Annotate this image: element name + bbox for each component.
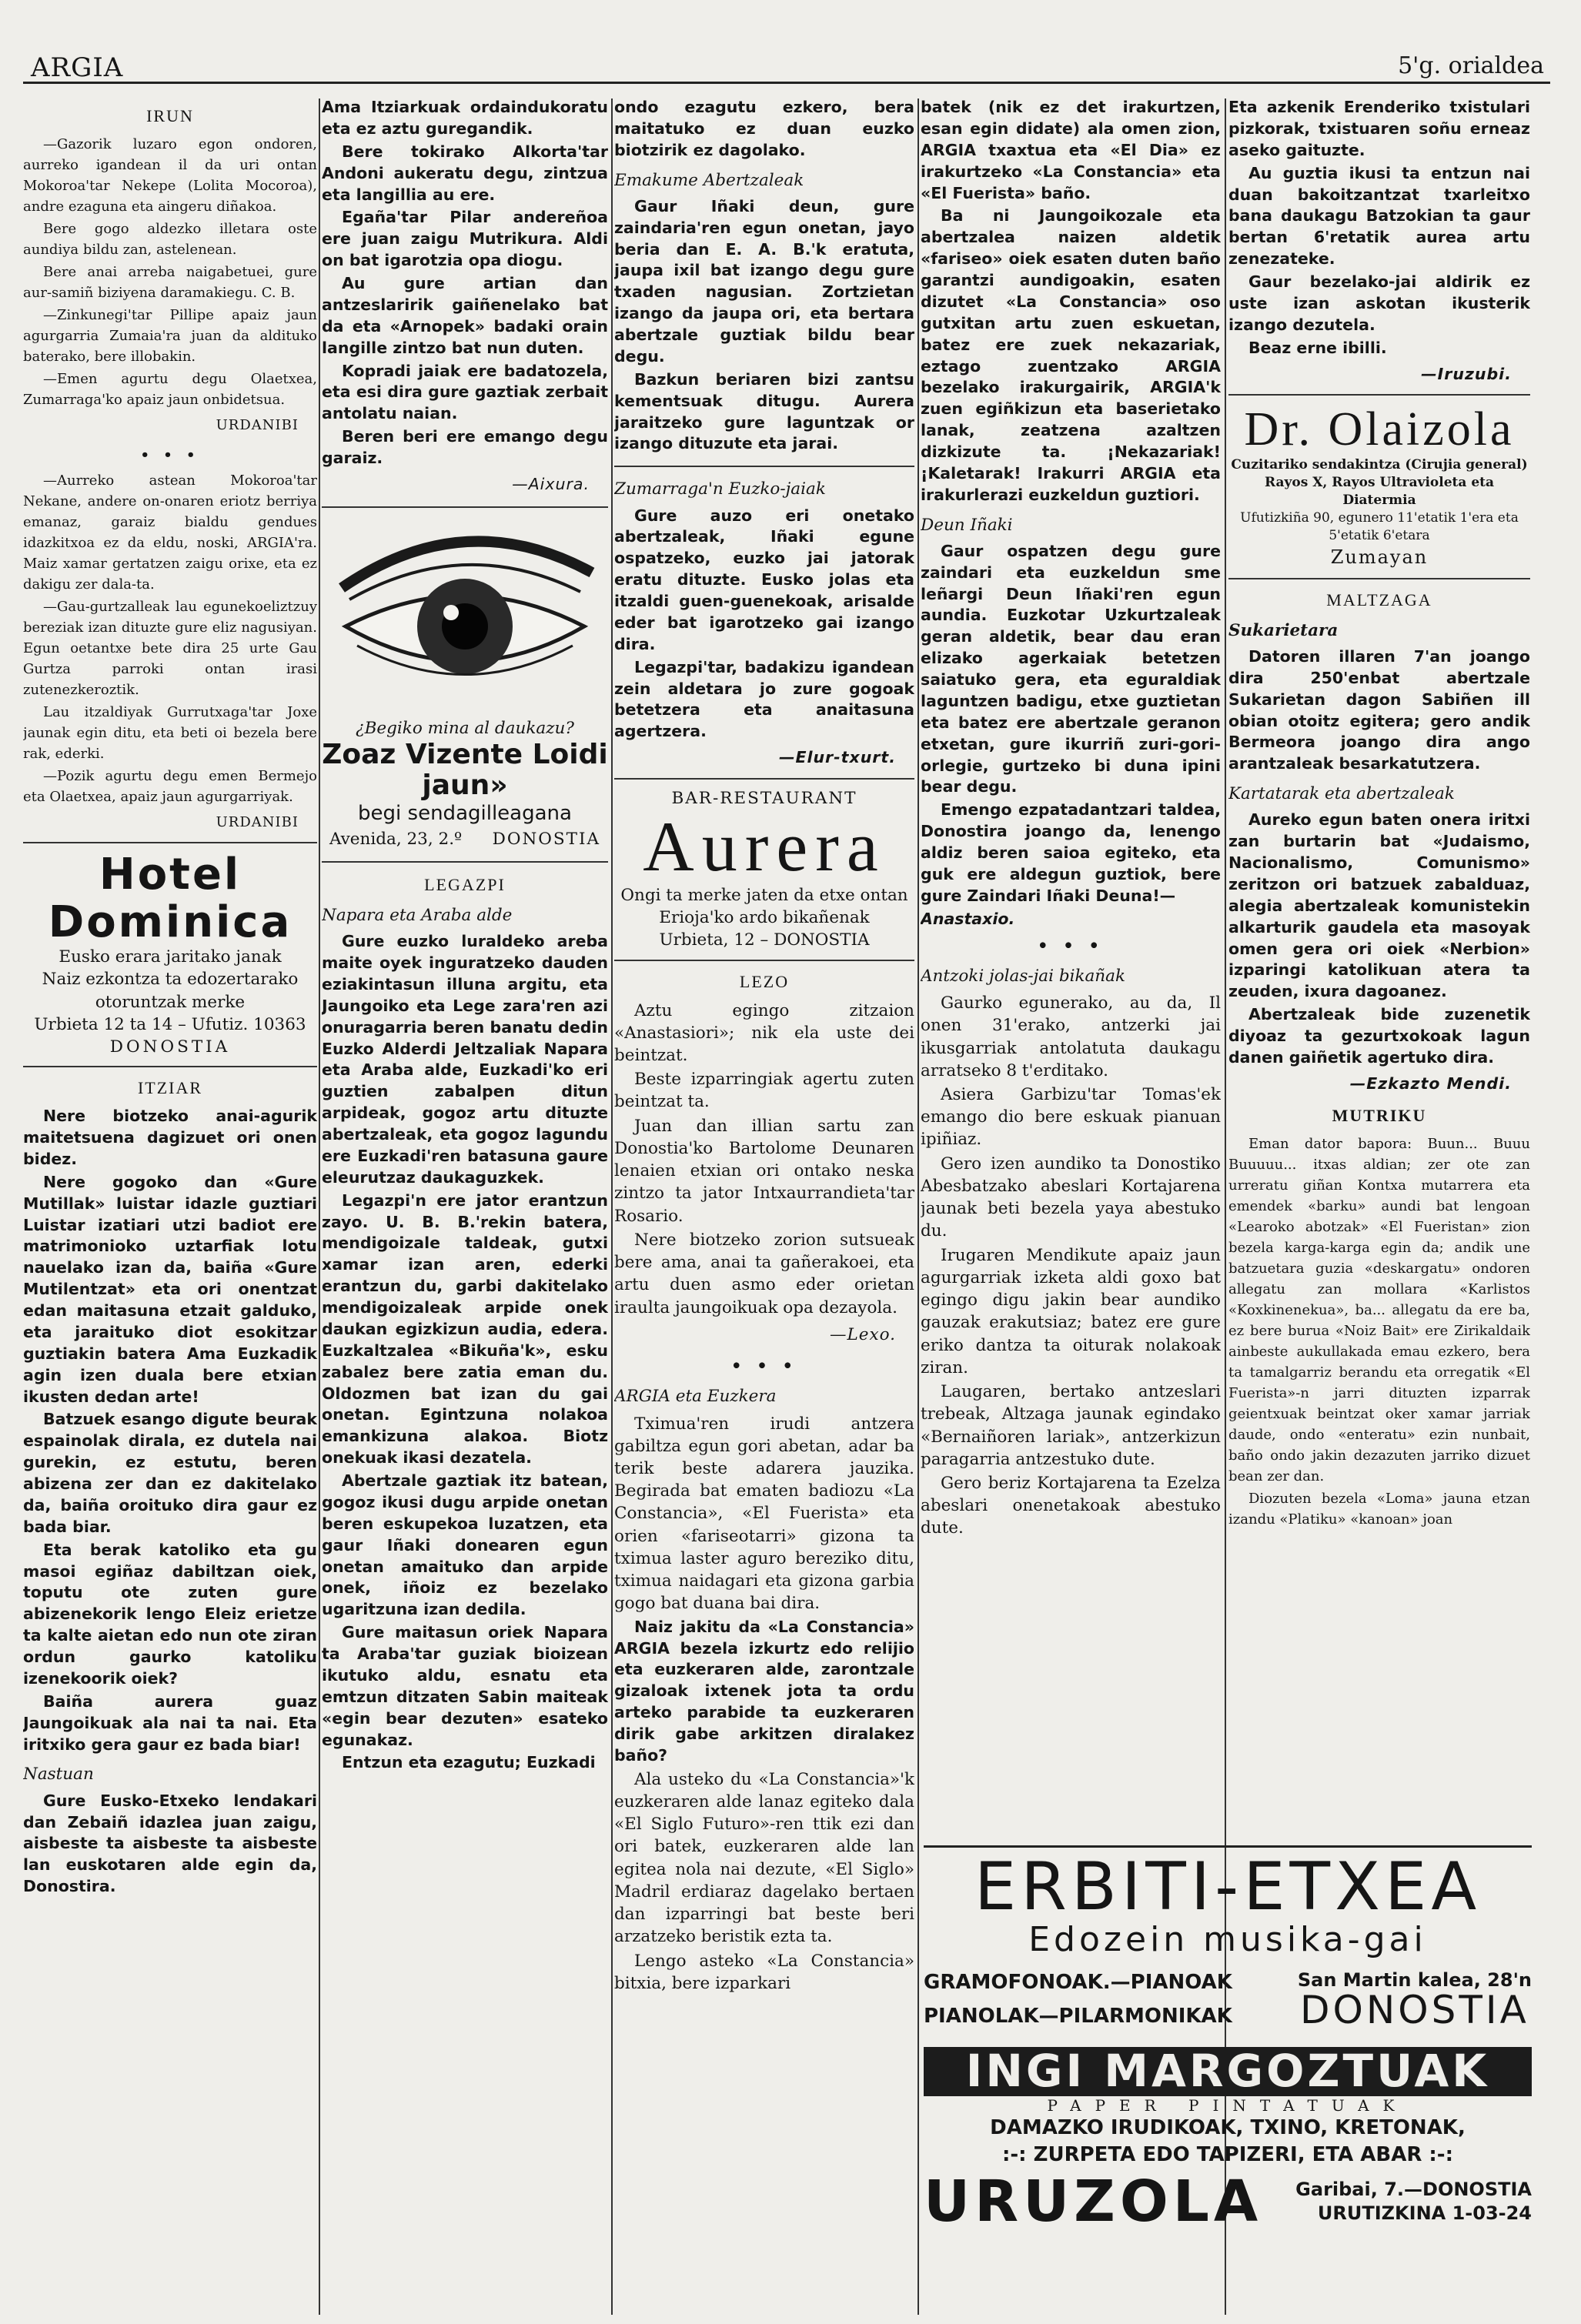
article-paragraph: Lengo asteko «La Constancia» bitxia, bere izparkari xyxy=(614,1951,914,1993)
article-paragraph: Legazpi'n ere jator erantzun zayo. U. B. B.'rekin batera, mendigoizale taldeak, gutxi xamar izan aren, ederki erantzun du, garbi dakitelako mendigoizaleak arpide onek daukan egizkizun audia, edera. Euzkaltzalea «Bikuña'k», esku zabalez bere zatia eman du. Oldozmen bat izan du gai onetan. Egintzuna nolakoa emankizuna alakoa. Biotz onekuak ikasi dezatela. xyxy=(322,1190,608,1468)
ad-line: :-: ZURPETA EDO TAPIZERI, ETA ABAR :-: xyxy=(1001,2143,1453,2167)
article-paragraph: —Pozik agurtu degu emen Bermejo eta Olaetxea, apaiz jaun agurgarriyak. xyxy=(23,767,317,805)
ad-phone: URUTIZKINA 1-03-24 xyxy=(1317,2202,1532,2225)
article-paragraph: Au gure artian dan antzeslaririk gaiñenelako bat da eta «Arnopek» badaki orain langille zintzo bat nun duten. xyxy=(322,274,608,357)
article-paragraph: Nere gogoko dan «Gure Mutillak» luistar idazle guztiari Luistar izatiari utzi badiot ere matrimonioko uztarfiak lotu nauelako izan da, baiña «Gure Mutilentzat» eta ori onentzat edan maitasuna etzait galduko, eta jaraituko diot esokitzar guztiakin batera Ama Euzkadik agin izen duala bere etxian ikusten dedan arte! xyxy=(23,1172,317,1406)
column-3 xyxy=(614,97,914,2313)
ad-line: DAMAZKO IRUDIKOAK, TXINO, KRETONAK, xyxy=(990,2116,1466,2140)
article-paragraph: Gure euzko luraldeko areba maite oyek inguratzeko dauden eziakintasun illuna argitu, eta Jaungoiko eta Lege zara'ren azi onuragarria beren banatu dedin Euzko Alderdi Jeltzaliak Napara eta Araba alde, Euzkadi'ko eri guztien zabalpen ditun arpideak, gogoz artu dituzte abertzaleak, eta gogoz lagundu ere Euzkadi'ren batasuna gaure eleurutzaz daukaguzkek. xyxy=(322,932,608,1187)
article-paragraph: Baiña aurera guaz Jaungoikuak ala nai ta nai. Eta iritxiko gera gaur ez bada biar! xyxy=(23,1691,317,1754)
ad-city: Zumayan xyxy=(1330,546,1429,569)
ad-address: Garibai, 7.—DONOSTIA xyxy=(1295,2179,1532,2201)
doctor-name: Dr. Olaizola xyxy=(1244,403,1515,456)
subsection-title: Emakume Abertzaleak xyxy=(614,170,804,190)
article-paragraph: Nere biotzeko anai-agurik maitetsuena dagizuet ori onen bidez. xyxy=(23,1107,317,1168)
article-paragraph: Batzuek esango digute beurak espainolak dirala, ez dutela nai gurekin, ez estutu, beren abizena zer dan ez dakitelako da, baiña oroituko dira gaur ez bada biar. xyxy=(23,1410,317,1536)
article-paragraph: Legazpi'tar, badakizu igandean zein aldetara jo zure gogoak betetzera eta anaitasuna agertzera. xyxy=(614,657,914,741)
article-paragraph: Gure maitasun oriek Napara ta Araba'tar guziak bioizean ikutuko aldu, esnatu eta emtzun ditzaten Sabin maiteak «egin bear dezuten» esateko egunakaz. xyxy=(322,1623,608,1749)
subsection-title: Sukarietara xyxy=(1228,620,1339,640)
divider xyxy=(614,466,914,467)
column-divider xyxy=(611,99,613,2315)
article-paragraph: Eta berak katoliko eta gu masoi egiñaz dabiltzan oiek, toputu ote zuten gure abizenekorik lengo Eleiz erietze ta kalte aietan edo nun ote ziran ordun gaurko katoliku izenekoorik oiek? xyxy=(23,1540,317,1688)
ad-line: Cuzitariko sendakintza (Cirujia general) xyxy=(1231,456,1528,472)
ad-line: Urbieta 12 ta 14 – Ufutiz. 10363 xyxy=(34,1014,306,1034)
section-title-maltzaga: MALTZAGA xyxy=(1326,589,1432,609)
ad-line: Rayos X, Rayos Ultravioleta eta Diatermia xyxy=(1264,474,1495,508)
article-paragraph: Laugaren, bertako antzeslari trebeak, Altzaga jaunak egindako «Bernaiñoren lariak», antzerkizun paragarria antzestuko dute. xyxy=(921,1382,1221,1469)
eye-illustration xyxy=(326,519,603,711)
ad-city: DONOSTIA xyxy=(109,1037,231,1057)
article-paragraph: Eman dator bapora: Buun... Buuu Buuuuu... itxas aldian; zer ote zan urreratu giñan Kontxa mutarrera eta emendek «barku» aundi bat lengoan «Learoko abotzak» «El Fueristan» zion bezela karga-karga egin da; andik une batzuetara guzia «deskargatu» ondoren allegatu zan mollara «Karlistos «Koxkinenekua», ba... allegatu da ere ba, ez bere burua «Noiz Bait» ere Zirikaldaik ainbeste aukullakada emau ezkero, bera ta tamalgarriz berandu eta orregatik «El Fuerista»-n jarri dituzten izparrak geientxuak beintzat oker xamar jarriak daude, ondo «enteratu» ezin nunbait, baño ondo jakin dezazuten jarriko dizuet bean zer dan. xyxy=(1228,1135,1530,1484)
uruzola-title: URUZOLA xyxy=(924,2169,1263,2236)
article-paragraph: Irugaren Mendikute apaiz jaun agurgarriak izketa aldi goxo bat egingo digu jakin bear aundiko gauzak erakutsiaz; batez ere gure eriko dantza ta oiturak nolakoak ziran. xyxy=(921,1245,1221,1377)
article-paragraph: Bere tokirako Alkorta'tar Andoni aukeratu degu, zintzua eta langillia au ere. xyxy=(322,142,608,204)
ad-line: GRAMOFONOAK.—PIANOAK xyxy=(924,1971,1232,1994)
article-paragraph: Asiera Garbizu'tar Tomas'ek emango dio bere eskuak pianuan ipiñiaz. xyxy=(921,1085,1221,1150)
article-paragraph: Beaz erne ibilli. xyxy=(1248,338,1387,357)
ad-question: ¿Begiko mina al daukazu? xyxy=(356,718,574,738)
subsection-title: Zumarraga'n Euzko-jaiak xyxy=(614,479,826,499)
subsection-title: Nastuan xyxy=(23,1765,94,1785)
masthead-title: ARGIA xyxy=(31,52,124,83)
section-title-legazpi: LEGAZPI xyxy=(424,875,506,894)
divider xyxy=(322,506,608,508)
signature: —Lexo. xyxy=(829,1324,896,1344)
section-title-irun: IRUN xyxy=(146,106,194,125)
running-header xyxy=(23,48,1550,84)
column-1 xyxy=(23,97,317,2313)
section-title-mutriku: MUTRIKU xyxy=(1332,1105,1427,1125)
signature: —Aixura. xyxy=(512,474,590,493)
article-paragraph: Beste izparringiak agertu zuten beintzat ta. xyxy=(614,1070,914,1112)
article-paragraph: Gure Eusko-Etxeko lendakari dan Zebaiñ idazlea juan zaigu, aisbeste ta aisbeste ta aisbeste lan euskotaren alde egin da, Donostira. xyxy=(23,1791,317,1896)
separator-stars: • • • xyxy=(1037,936,1105,956)
doctor-advertisement xyxy=(1228,394,1530,579)
article-paragraph: —Gazorik luzaro egon ondoren, aurreko igandean il da uri ontan Mokoroa'tar Nekepe (Lolita Mocoroa), andre ezaguna eta aingeru diñakoa. xyxy=(23,135,317,215)
article-paragraph: Eta azkenik Erenderiko txistulari pizkorak, txistuaren soñu erneaz aseko gaituzte. xyxy=(1228,98,1530,159)
article-paragraph: Ba ni Jaungoikozale eta abertzalea naizen aldetik «fariseo» oiek esaten duten baño garantzi aundigoakin, esaten dizutet «La Constancia» oso gutxitan artu zuen eskuetan, batez ere zuek nekazariak, eztago zuentzako ARGIA bezelako irakurgairik, ARGIA'k zuen egiñkizun eta baserietako lanak, zeatzena azaltzen dizkizute ta. ¡Nekazariak! ¡Kaletarak! Irakurri ARGIA eta irakurlerazi euzkeldun guztiori. xyxy=(921,206,1221,504)
article-paragraph: Abertzale gaztiak itz batean, gogoz ikusi dugu arpide onetan beren eskupekoa luzatzen, eta gaur Iñaki donearen egun onetan amaituko dan arpide onek, iñoiz ez bezelako ugaritzuna izan dedila. xyxy=(322,1471,608,1619)
ad-address: San Martin kalea, 28'n xyxy=(1297,1969,1532,1992)
ad-line: Eusko erara jaritako janak xyxy=(58,947,282,967)
signature: —Iruzubi. xyxy=(1421,364,1512,383)
article-paragraph: Gero beriz Kortajarena ta Ezelza abeslari onenetakoak abestuko dute. xyxy=(921,1474,1221,1538)
article-paragraph: Beren beri ere emango degu garaiz. xyxy=(322,427,608,467)
ad-profession: begi sendagilleagana xyxy=(358,802,572,826)
hotel-advertisement xyxy=(23,842,317,1067)
page-number: 5'g. orialdea xyxy=(1398,52,1544,79)
article-paragraph: —Gau-gurtzalleak lau egunekoeliztzuy bereziak izan dituzte gure eliz nagusiyan. Egun oetantxe bete dira 25 urte Gau Gurtza parroki ontan irasi zutenezkeroztik. xyxy=(23,598,317,698)
subsection-title: Kartatarak eta abertzaleak xyxy=(1228,784,1455,804)
divider xyxy=(322,861,608,863)
article-paragraph: Datoren illaren 7'an joango dira 250'enbat abertzale Sukarietan dagon Sabiñen ill obian otoitz egitera; gero andik Bermeora joango dira ango arantzaleak besarkatutzera. xyxy=(1228,646,1530,773)
hotel-name: Hotel Dominica xyxy=(48,849,292,947)
ad-label: BAR-RESTAURANT xyxy=(671,789,857,809)
article-paragraph: Juan dan illian sartu zan Donostia'ko Bartolome Deunaren lenaien etxian ori ontako neska zintzo ta jator Intxaurrandieta'tar Rosario. xyxy=(614,1116,914,1226)
article-paragraph: Au guztia ikusi ta entzun nai duan bakoitzantzat txarleitxo bana daukagu Batzokian ta gaur bertan 6'retatik aurea artu zenezateke. xyxy=(1228,163,1530,269)
article-paragraph: ondo ezagutu ezkero, bera maitatuko ez duan euzko biotzirik ez dagolako. xyxy=(614,98,914,159)
article-paragraph: batek (nik ez det irakurtzen, esan egin didate) ala omen zion, ARGIA txaxtua eta «El Dia» ez irakurtzeko «La Constancia» eta «El Fuerista» baño. xyxy=(921,98,1221,202)
ad-line: PIANOLAK—PILARMONIKAK xyxy=(924,2005,1232,2028)
article-paragraph: Gaur bezelako-jai aldirik ez uste izan askotan ikusterik izango dezutela. xyxy=(1228,272,1530,334)
article-paragraph: Ama Itziarkuak ordaindukoratu eta ez aztu guregandik. xyxy=(322,98,608,138)
ingi-title: INGI MARGOZTUAK xyxy=(924,2047,1532,2096)
ad-doctor-name: Zoaz Vizente Loidi jaun» xyxy=(322,739,608,801)
article-paragraph: Nere biotzeko zorion sutsueak bere ama, anai ta gañerakoei, eta artu duen asmo eder orietan iraulta jaungoikuak opa dezayola. xyxy=(614,1230,914,1317)
subsection-title: Deun Iñaki xyxy=(921,515,1013,535)
ad-line: Urbieta, 12 – DONOSTIA xyxy=(659,930,870,950)
column-divider xyxy=(918,99,919,2315)
article-paragraph: —Zinkunegi'tar Pillipe apaiz jaun agurgarria Zumaia'ra juan da aldituko baterako, bere illobakin. xyxy=(23,306,317,365)
signature: Anastaxio. xyxy=(921,909,1015,928)
ad-city: DONOSTIA xyxy=(492,829,600,849)
article-paragraph: Naiz jakitu da «La Constancia» ARGIA bezela izkurtz edo relijio eta euzkeraren alde, zarontzale gizaloak ixtenek jota ta ordu arteko parabide ta euzkeraren dirik gabe arkitzen diralakez baño? xyxy=(614,1617,914,1765)
signature: URDANIBI xyxy=(216,813,299,830)
ad-line: Naiz ezkontza ta edozertarako otoruntzak merke xyxy=(42,970,299,1012)
ad-city: DONOSTIA xyxy=(1300,1988,1529,2033)
subsection-title: Antzoki jolas-jai bikañak xyxy=(921,966,1125,986)
article-paragraph: Emengo ezpatadantzari taldea, Donostira joango da, lenengo aldiz beren saioa egiteko, eta guk ere aldegun guztiok, bere gure Zaindari Iñaki Deuna!— xyxy=(921,800,1221,905)
article-paragraph: Bazkun beriaren bizi zantsu kementsuak ditugu. Aurera jaraitzeko gure laguntzak or izango dituzute eta jarai. xyxy=(614,369,914,453)
article-paragraph: Gaurko egunerako, au da, Il onen 31'erako, antzerki jai ikusgarriak antolatuta daukagu arratseko 8 t'erditako. xyxy=(921,993,1221,1080)
separator-stars: • • • xyxy=(140,446,200,463)
erbiti-title: ERBITI-ETXEA xyxy=(974,1848,1482,1925)
ad-line: Ongi ta merke jaten da etxe ontan xyxy=(620,885,908,905)
article-paragraph: Abertzaleak bide zuzenetik diyoaz ta gezurtxokoak lagun danen gaiñetik agertuko dira. xyxy=(1228,1005,1530,1067)
section-title-itziar: ITZIAR xyxy=(137,1078,203,1098)
erbiti-subtitle: Edozein musika-gai xyxy=(1028,1920,1427,1959)
column-5 xyxy=(1228,97,1530,1844)
article-paragraph: Lau itzaldiyak Gurrutxaga'tar Joxe jaunak egin ditu, eta beti oi bezela bere rak, ederki. xyxy=(23,703,317,762)
article-paragraph: Tximua'ren irudi antzera gabiltza egun gori abetan, adar ba terik beste adarera jauzika. Begirada bat ematen badiozu «La Constancia», «El Fuerista» eta orien «fariseotarri» gizona ta tximua laster aguro bereziko ditu, tximua naidagari eta gizona garbia gogo bat duana bai dira. xyxy=(614,1414,914,1614)
column-divider xyxy=(319,99,320,2315)
restaurant-name: Aurera xyxy=(643,807,886,887)
article-paragraph: Bere gogo aldezko illetara oste aundiya bildu zan, astelenean. xyxy=(23,220,317,258)
ad-line: Erioja'ko ardo bikañenak xyxy=(659,908,870,928)
article-paragraph: Bere anai arreba naigabetuei, gure aur-samiñ biziyena daramakiegu. C. B. xyxy=(23,263,317,301)
article-paragraph: Gero izen aundiko ta Donostiko Abesbatzako abeslari Kortajarena jaunak beti bezela yaya abestuko du. xyxy=(921,1154,1221,1241)
article-paragraph: —Aurreko astean Mokoroa'tar Nekane, andere on-onaren eriotz berriya emanaz, garaiz bialdu gendues idazkitxoa ez da eldu, noski, ARGIA'ra. Maiz xamar gertatzen zaigu orixe, eta ez dakigu zer dala-ta. xyxy=(23,472,317,593)
signature: URDANIBI xyxy=(216,416,299,433)
article-paragraph: Diozuten bezela «Loma» jauna etzan izandu «Platiku» «kanoan» joan xyxy=(1228,1490,1530,1528)
column-2 xyxy=(322,97,608,2313)
signature: —Elur-txurt. xyxy=(778,748,896,767)
article-paragraph: Gure auzo eri onetako abertzaleak, Iñaki egune ospatzeko, euzko jai jatorak eratu dituzte. Eusko jolas eta itzaldi guen-guenekoak, arisalde eder bat igarotzeko gai izango dira. xyxy=(614,506,914,653)
ingi-subtitle: PAPER PINTATUAK xyxy=(1047,2096,1409,2115)
article-paragraph: —Emen agurtu degu Olaetxea, Zumarraga'ko apaiz jaun onbidetsua. xyxy=(23,370,317,408)
subsection-title: Napara eta Araba alde xyxy=(322,905,513,925)
ad-line: Ufutizkiña 90, egunero 11'etatik 1'era eta 5'etatik 6'etara xyxy=(1240,509,1519,543)
article-paragraph: Ala usteko du «La Constancia»'k euzkeraren alde lanaz egiteko dala «El Siglo Futuro»-ren ttik ezi dan ori batek, euzkeraren alde lan egitea nola nai dezute, «El Siglo» Madril erdiaraz dagelako bertaen dan izparringi bat beste beri arzatzeko beristik ezta ta. xyxy=(614,1769,914,1947)
bottom-advertisements xyxy=(924,1845,1532,2263)
article-paragraph: Entzun eta ezagutu; Euzkadi xyxy=(342,1753,596,1772)
subsection-title: ARGIA eta Euzkera xyxy=(614,1387,777,1407)
section-title-lezo: LEZO xyxy=(739,971,790,991)
article-paragraph: Egaña'tar Pilar andereñoa ere juan zaigu Mutrikura. Aldi on bat igarotzia opa diogu. xyxy=(322,208,608,270)
signature: —Ezkazto Mendi. xyxy=(1349,1074,1512,1093)
article-paragraph: Gaur Iñaki deun, gure zaindaria'ren egun onetan, jayo beria dan E. A. B.'k eratuta, jaupa ixil bat izango degu gure txaden nagusian. Zortzietan izango da jaupa ori, eta bertara abertzale guztiak bildu bear degu. xyxy=(614,196,914,366)
article-paragraph: Gaur ospatzen degu gure zaindari eta euzkeldun sme leñargi Deun Iñaki'ren egun aundia. Euzkotar Uzkurtzaleak geran aldetik, bear dau eran elizako agerkaiak betetzen saiatuko gera, eta eguraldiak laguntzen badigu, etxe guztietan eta batez ere abertzale geranon etxetan, gure ikurriñ zuri-gori-orlegie, gurtzeko bi duna ipini bear degu. xyxy=(921,541,1221,796)
bar-restaurant-advertisement xyxy=(614,778,914,961)
article-paragraph: Aureko egun baten onera iritxi zan burtarin bat «Judaismo, Nacionalismo, Comunismo» zeritzon ori batzuek zabalduaz, alegia abertzaleak komunistekin alkarturik gaudela eta masoyak omen gera ori oiek «Nerbion» izparingi katolikuan atera ta zeuden, ixura dagoanez. xyxy=(1228,810,1530,1001)
separator-stars: • • • xyxy=(730,1357,798,1377)
article-paragraph: Kopradi jaiak ere badatozela, eta esi dira gure gaztiak zerbait antolatu naian. xyxy=(322,361,608,423)
optician-advertisement xyxy=(322,519,608,850)
article-paragraph: Aztu egingo zitzaion «Anastasiori»; nik ela uste dei beintzat. xyxy=(614,1000,914,1065)
ad-address: Avenida, 23, 2.º xyxy=(329,829,463,849)
